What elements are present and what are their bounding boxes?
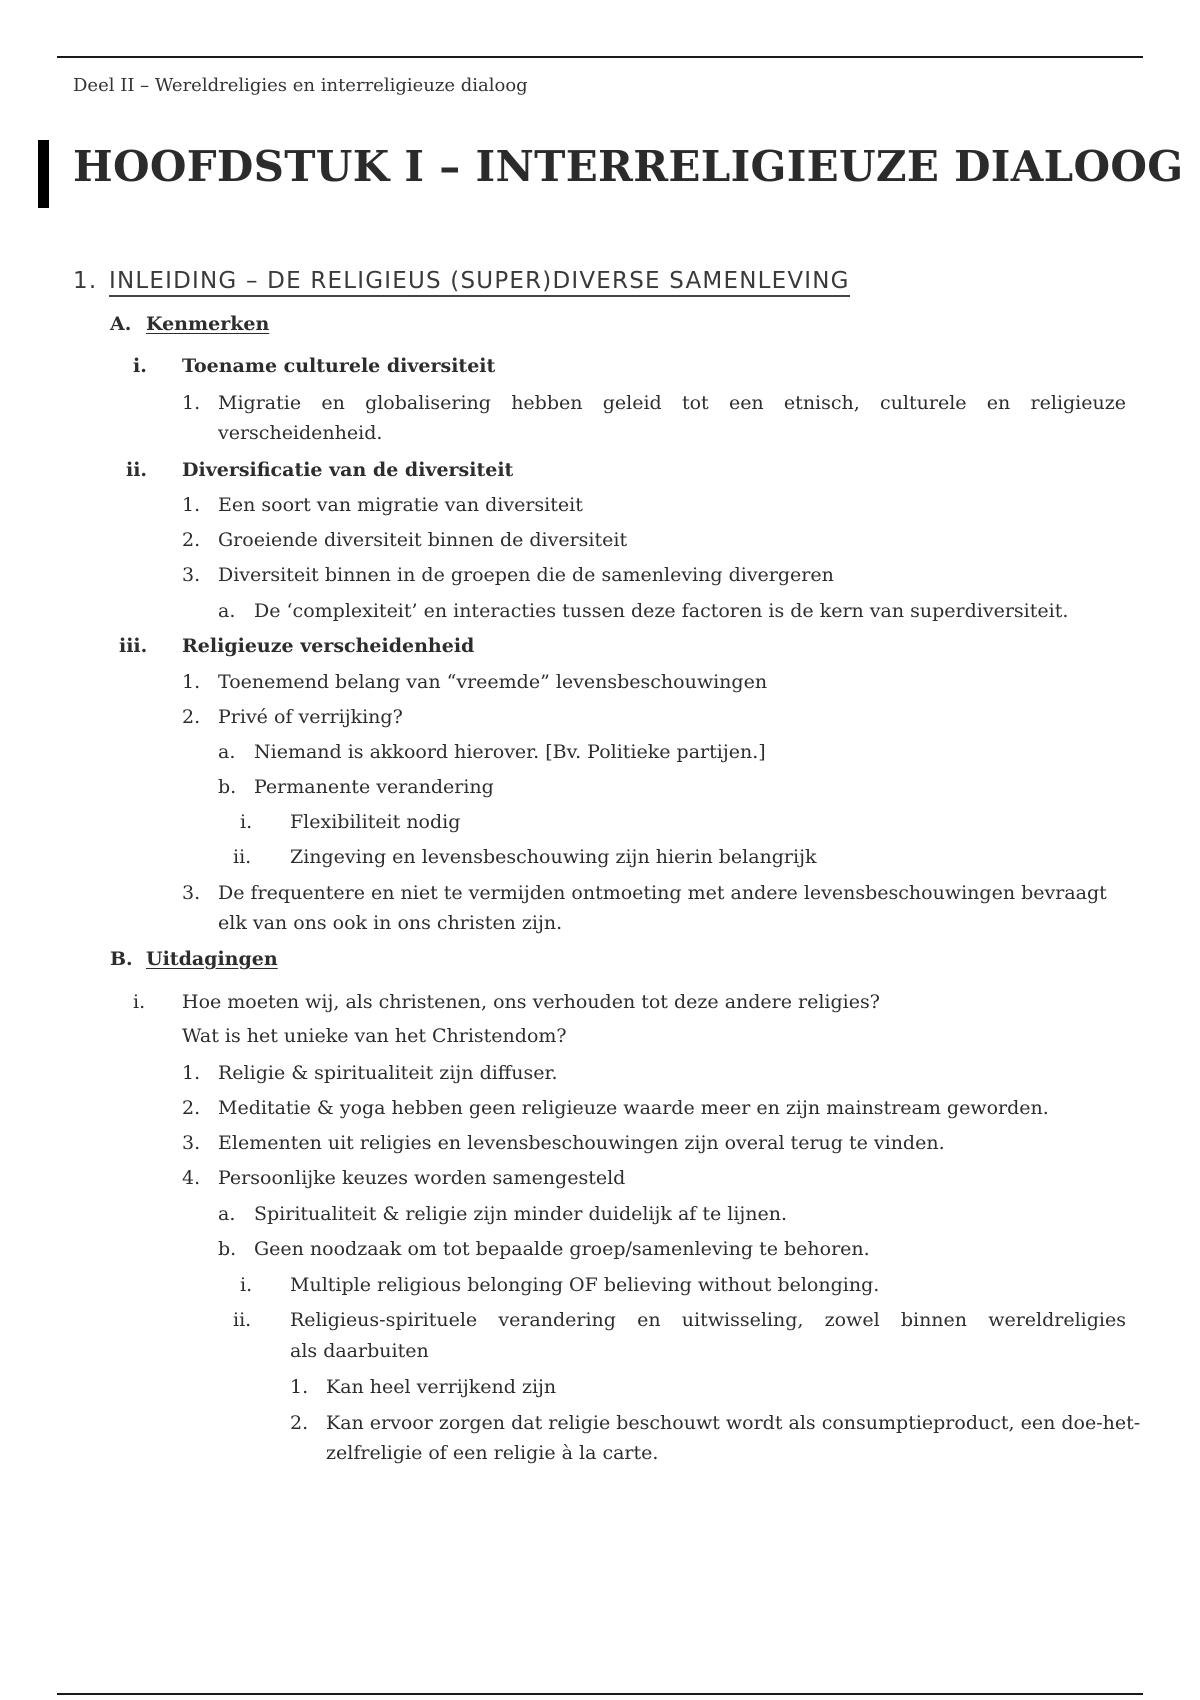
outline-text: Multiple religious belonging OF believing without belonging. (290, 1274, 880, 1296)
outline-marker: b. (218, 1238, 237, 1260)
outline-text: Permanente verandering (254, 776, 494, 798)
outline-marker: 1. (182, 392, 201, 414)
outline-marker: A. (110, 313, 132, 335)
outline-text: De frequentere en niet te vermijden ontmoeting met andere levensbeschouwingen bevraagt (218, 882, 1107, 904)
outline-marker: a. (218, 741, 236, 763)
outline-marker: b. (218, 776, 237, 798)
outline-marker: 2. (182, 706, 201, 728)
outline-marker: i. (133, 355, 147, 377)
outline-text: Hoe moeten wij, als christenen, ons verhouden tot deze andere religies? (182, 991, 880, 1013)
chapter-title: HOOFDSTUK I – INTERRELIGIEUZE DIALOOG (73, 142, 1184, 191)
outline-marker: 1. (182, 494, 201, 516)
outline-marker: 2. (182, 529, 201, 551)
outline-marker: ii. (233, 846, 252, 868)
outline-text: Kenmerken (146, 313, 270, 335)
outline-text: Migratie en globalisering hebben geleid tot een etnisch, culturele en religieuze (218, 392, 1126, 414)
outline-marker: 1. (182, 671, 201, 693)
outline-text: Diversiteit binnen in de groepen die de samenleving divergeren (218, 564, 834, 586)
outline-text: Uitdagingen (146, 948, 278, 970)
outline-text: Kan ervoor zorgen dat religie beschouwt wordt als consumptieproduct, een doe-het- (326, 1412, 1141, 1434)
outline-text: Groeiende diversiteit binnen de diversiteit (218, 529, 628, 551)
outline-marker: 3. (182, 564, 201, 586)
outline-marker: 3. (182, 882, 201, 904)
outline-text: Spiritualiteit & religie zijn minder duidelijk af te lijnen. (254, 1203, 788, 1225)
outline-marker: 2. (290, 1412, 309, 1434)
outline-marker: a. (218, 600, 236, 622)
section-number: 1. (73, 268, 98, 294)
outline-text: elk van ons ook in ons christen zijn. (218, 912, 563, 934)
top-rule (57, 56, 1143, 58)
chapter-accent-bar (38, 140, 49, 208)
outline-text: Toenemend belang van “vreemde” levensbeschouwingen (218, 671, 768, 693)
outline-text: Zingeving en levensbeschouwing zijn hierin belangrijk (290, 846, 817, 868)
outline-text: Religieus-spirituele verandering en uitwisseling, zowel binnen wereldreligies (290, 1309, 1126, 1331)
outline-text: Elementen uit religies en levensbeschouwingen zijn overal terug te vinden. (218, 1132, 945, 1154)
outline-text: Niemand is akkoord hierover. [Bv. Politieke partijen.] (254, 741, 766, 763)
outline-marker: ii. (126, 459, 148, 481)
outline-text: Geen noodzaak om tot bepaalde groep/samenleving te behoren. (254, 1238, 870, 1260)
outline-marker: i. (133, 991, 146, 1013)
running-header: Deel II – Wereldreligies en interreligieuze dialoog (73, 75, 528, 96)
outline-text: Flexibiliteit nodig (290, 811, 461, 833)
outline-text: Toename culturele diversiteit (182, 355, 496, 377)
outline-marker: 1. (182, 1062, 201, 1084)
outline-marker: 2. (182, 1097, 201, 1119)
outline-text: Privé of verrijking? (218, 706, 403, 728)
outline-text: verscheidenheid. (218, 422, 383, 444)
outline-marker: 3. (182, 1132, 201, 1154)
outline-marker: i. (240, 811, 253, 833)
outline-marker: B. (110, 948, 133, 970)
outline-text: zelfreligie of een religie à la carte. (326, 1442, 659, 1464)
outline-text: Meditatie & yoga hebben geen religieuze waarde meer en zijn mainstream geworden. (218, 1097, 1049, 1119)
outline-text: De ‘complexiteit’ en interacties tussen deze factoren is de kern van superdiversiteit. (254, 600, 1069, 622)
outline-text: Religie & spiritualiteit zijn diffuser. (218, 1062, 558, 1084)
outline-text: als daarbuiten (290, 1340, 429, 1362)
bottom-rule (57, 1693, 1143, 1695)
outline-text: Kan heel verrijkend zijn (326, 1376, 557, 1398)
outline-text: Wat is het unieke van het Christendom? (182, 1025, 567, 1047)
outline-marker: i. (240, 1274, 253, 1296)
outline-text: Diversificatie van de diversiteit (182, 459, 514, 481)
outline-text: Een soort van migratie van diversiteit (218, 494, 583, 516)
outline-marker: 4. (182, 1167, 201, 1189)
outline-marker: a. (218, 1203, 236, 1225)
outline-marker: ii. (233, 1309, 252, 1331)
section-title: INLEIDING – DE RELIGIEUS (SUPER)DIVERSE SAMENLEVING (109, 268, 850, 297)
outline-marker: iii. (119, 635, 148, 657)
outline-marker: 1. (290, 1376, 309, 1398)
outline-text: Religieuze verscheidenheid (182, 635, 475, 657)
outline-text: Persoonlijke keuzes worden samengesteld (218, 1167, 626, 1189)
